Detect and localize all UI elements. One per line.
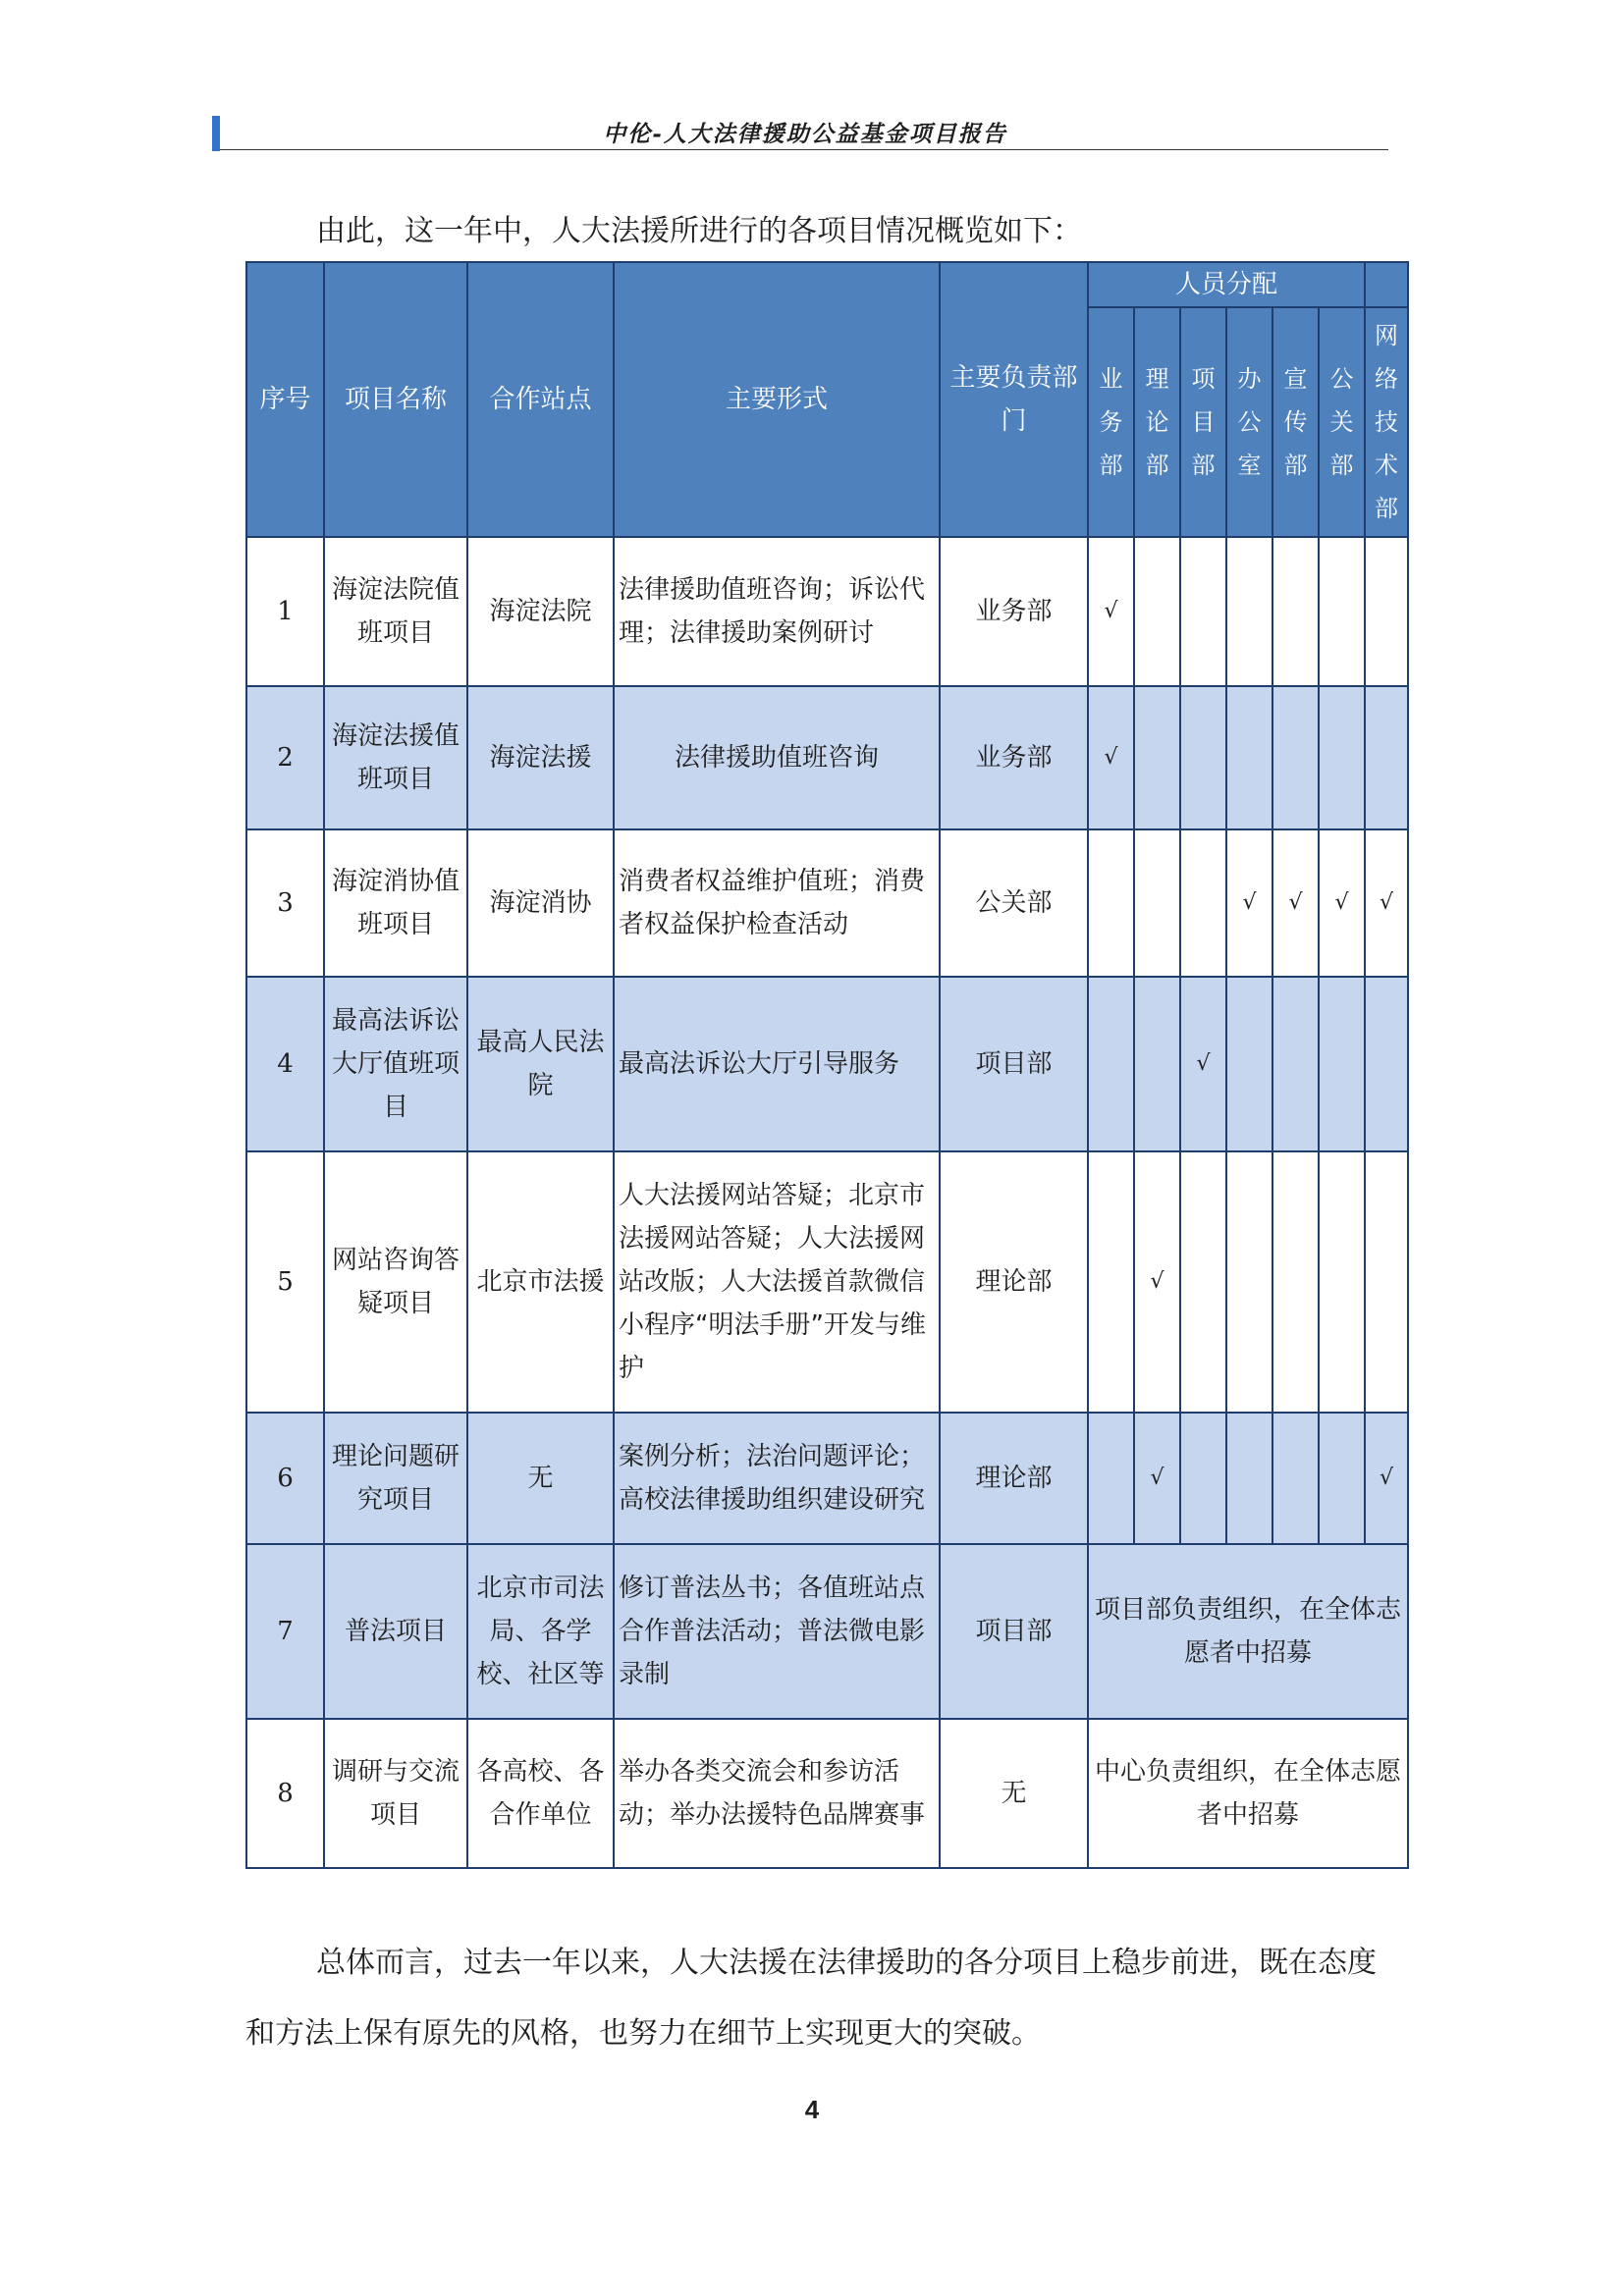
- row-dept: 理论部: [940, 1151, 1088, 1413]
- mark-cell: [1319, 977, 1365, 1151]
- mark-cell: √: [1088, 686, 1134, 829]
- row-form: 消费者权益维护值班；消费者权益保护检查活动: [614, 829, 940, 977]
- table-row: [246, 686, 1408, 829]
- header-dept-2: 项目部: [1180, 307, 1226, 537]
- row-seq: 7: [246, 1544, 324, 1719]
- closing-paragraph: [245, 1928, 1394, 2069]
- header-rule: [220, 149, 1388, 150]
- row-site: 北京市司法局、各学校、社区等: [467, 1544, 614, 1719]
- table-row: [246, 1544, 1408, 1719]
- row-site: 最高人民法院: [467, 977, 614, 1151]
- row-form: 法律援助值班咨询；诉讼代理；法律援助案例研讨: [614, 537, 940, 686]
- mark-cell: [1365, 1151, 1408, 1413]
- mark-cell: [1134, 829, 1180, 977]
- mark-cell: [1319, 1151, 1365, 1413]
- header-seq: 序号: [246, 262, 324, 537]
- row-name: 普法项目: [324, 1544, 467, 1719]
- mark-cell: [1134, 537, 1180, 686]
- header-dept-4: 宣传部: [1272, 307, 1319, 537]
- mark-cell: √: [1226, 829, 1272, 977]
- mark-cell: [1226, 1151, 1272, 1413]
- row-name: 网站咨询答疑项目: [324, 1151, 467, 1413]
- row-form: 修订普法丛书；各值班站点合作普法活动；普法微电影录制: [614, 1544, 940, 1719]
- row-name: 海淀消协值班项目: [324, 829, 467, 977]
- mark-cell: [1272, 977, 1319, 1151]
- header-accent-bar: [212, 116, 220, 151]
- row-form: 最高法诉讼大厅引导服务: [614, 977, 940, 1151]
- mark-cell: [1226, 686, 1272, 829]
- row-seq: 1: [246, 537, 324, 686]
- mark-cell: [1272, 1413, 1319, 1544]
- header-dept-6: 网络技术部: [1365, 307, 1408, 537]
- table-row: [246, 1719, 1408, 1868]
- mark-cell: [1319, 686, 1365, 829]
- mark-cell: [1180, 537, 1226, 686]
- table-row: [246, 537, 1408, 686]
- mark-cell: [1272, 686, 1319, 829]
- row-staff-note: 项目部负责组织，在全体志愿者中招募: [1088, 1544, 1408, 1719]
- mark-cell: [1226, 1413, 1272, 1544]
- row-dept: 项目部: [940, 977, 1088, 1151]
- mark-cell: [1180, 1413, 1226, 1544]
- mark-cell: √: [1134, 1413, 1180, 1544]
- header-site: 合作站点: [467, 262, 614, 537]
- mark-cell: √: [1365, 1413, 1408, 1544]
- mark-cell: [1226, 977, 1272, 1151]
- header-form: 主要形式: [614, 262, 940, 537]
- mark-cell: [1365, 537, 1408, 686]
- header-staff: 人员分配: [1088, 262, 1365, 307]
- mark-cell: [1319, 1413, 1365, 1544]
- mark-cell: [1088, 829, 1134, 977]
- mark-cell: [1134, 686, 1180, 829]
- table-row: [246, 829, 1408, 977]
- intro-paragraph: 由此，这一年中，人大法援所进行的各项目情况概览如下：: [316, 214, 1082, 248]
- row-name: 海淀法院值班项目: [324, 537, 467, 686]
- row-name: 理论问题研究项目: [324, 1413, 467, 1544]
- row-site: 无: [467, 1413, 614, 1544]
- row-name: 海淀法援值班项目: [324, 686, 467, 829]
- mark-cell: [1365, 686, 1408, 829]
- row-dept: 业务部: [940, 686, 1088, 829]
- table-row: [246, 1151, 1408, 1413]
- row-dept: 理论部: [940, 1413, 1088, 1544]
- row-seq: 6: [246, 1413, 324, 1544]
- header-dept-5: 公关部: [1319, 307, 1365, 537]
- mark-cell: √: [1088, 537, 1134, 686]
- mark-cell: [1319, 537, 1365, 686]
- row-site: 北京市法援: [467, 1151, 614, 1413]
- row-form: 案例分析；法治问题评论；高校法律援助组织建设研究: [614, 1413, 940, 1544]
- row-seq: 3: [246, 829, 324, 977]
- mark-cell: [1134, 977, 1180, 1151]
- mark-cell: √: [1272, 829, 1319, 977]
- mark-cell: [1088, 977, 1134, 1151]
- table-row: [246, 977, 1408, 1151]
- row-form: 举办各类交流会和参访活动；举办法援特色品牌赛事: [614, 1719, 940, 1868]
- row-seq: 8: [246, 1719, 324, 1868]
- row-seq: 4: [246, 977, 324, 1151]
- row-form: 人大法援网站答疑；北京市法援网站答疑；人大法援网站改版；人大法援首款微信小程序“明法手册”开发与维护: [614, 1151, 940, 1413]
- page-number: 4: [804, 2095, 820, 2124]
- row-seq: 2: [246, 686, 324, 829]
- header-dept: 主要负责部门: [940, 262, 1088, 537]
- row-dept: 无: [940, 1719, 1088, 1868]
- mark-cell: √: [1180, 977, 1226, 1151]
- header-name: 项目名称: [324, 262, 467, 537]
- header-dept-1: 理论部: [1134, 307, 1180, 537]
- table-row: [246, 1413, 1408, 1544]
- mark-cell: √: [1319, 829, 1365, 977]
- mark-cell: [1365, 977, 1408, 1151]
- row-dept: 公关部: [940, 829, 1088, 977]
- row-site: 海淀法院: [467, 537, 614, 686]
- mark-cell: [1088, 1151, 1134, 1413]
- mark-cell: [1272, 537, 1319, 686]
- header-staff-filler: [1365, 262, 1408, 307]
- mark-cell: [1088, 1413, 1134, 1544]
- mark-cell: [1272, 1151, 1319, 1413]
- mark-cell: [1180, 829, 1226, 977]
- header-dept-0: 业务部: [1088, 307, 1134, 537]
- running-header: 中伦-人大法律援助公益基金项目报告: [603, 121, 1007, 147]
- row-dept: 项目部: [940, 1544, 1088, 1719]
- mark-cell: [1180, 1151, 1226, 1413]
- row-seq: 5: [246, 1151, 324, 1413]
- mark-cell: √: [1365, 829, 1408, 977]
- row-name: 调研与交流项目: [324, 1719, 467, 1868]
- mark-cell: [1180, 686, 1226, 829]
- row-staff-note: 中心负责组织，在全体志愿者中招募: [1088, 1719, 1408, 1868]
- mark-cell: [1226, 537, 1272, 686]
- row-form: 法律援助值班咨询: [614, 686, 940, 829]
- row-site: 海淀法援: [467, 686, 614, 829]
- row-site: 各高校、各合作单位: [467, 1719, 614, 1868]
- project-overview-table: [245, 261, 1409, 1869]
- closing-text: 总体而言，过去一年以来，人大法援在法律援助的各分项目上稳步前进，既在态度和方法上保有原先的风格，也努力在细节上实现更大的突破。: [245, 1946, 1377, 2051]
- header-dept-3: 办公室: [1226, 307, 1272, 537]
- mark-cell: √: [1134, 1151, 1180, 1413]
- row-site: 海淀消协: [467, 829, 614, 977]
- row-name: 最高法诉讼大厅值班项目: [324, 977, 467, 1151]
- row-dept: 业务部: [940, 537, 1088, 686]
